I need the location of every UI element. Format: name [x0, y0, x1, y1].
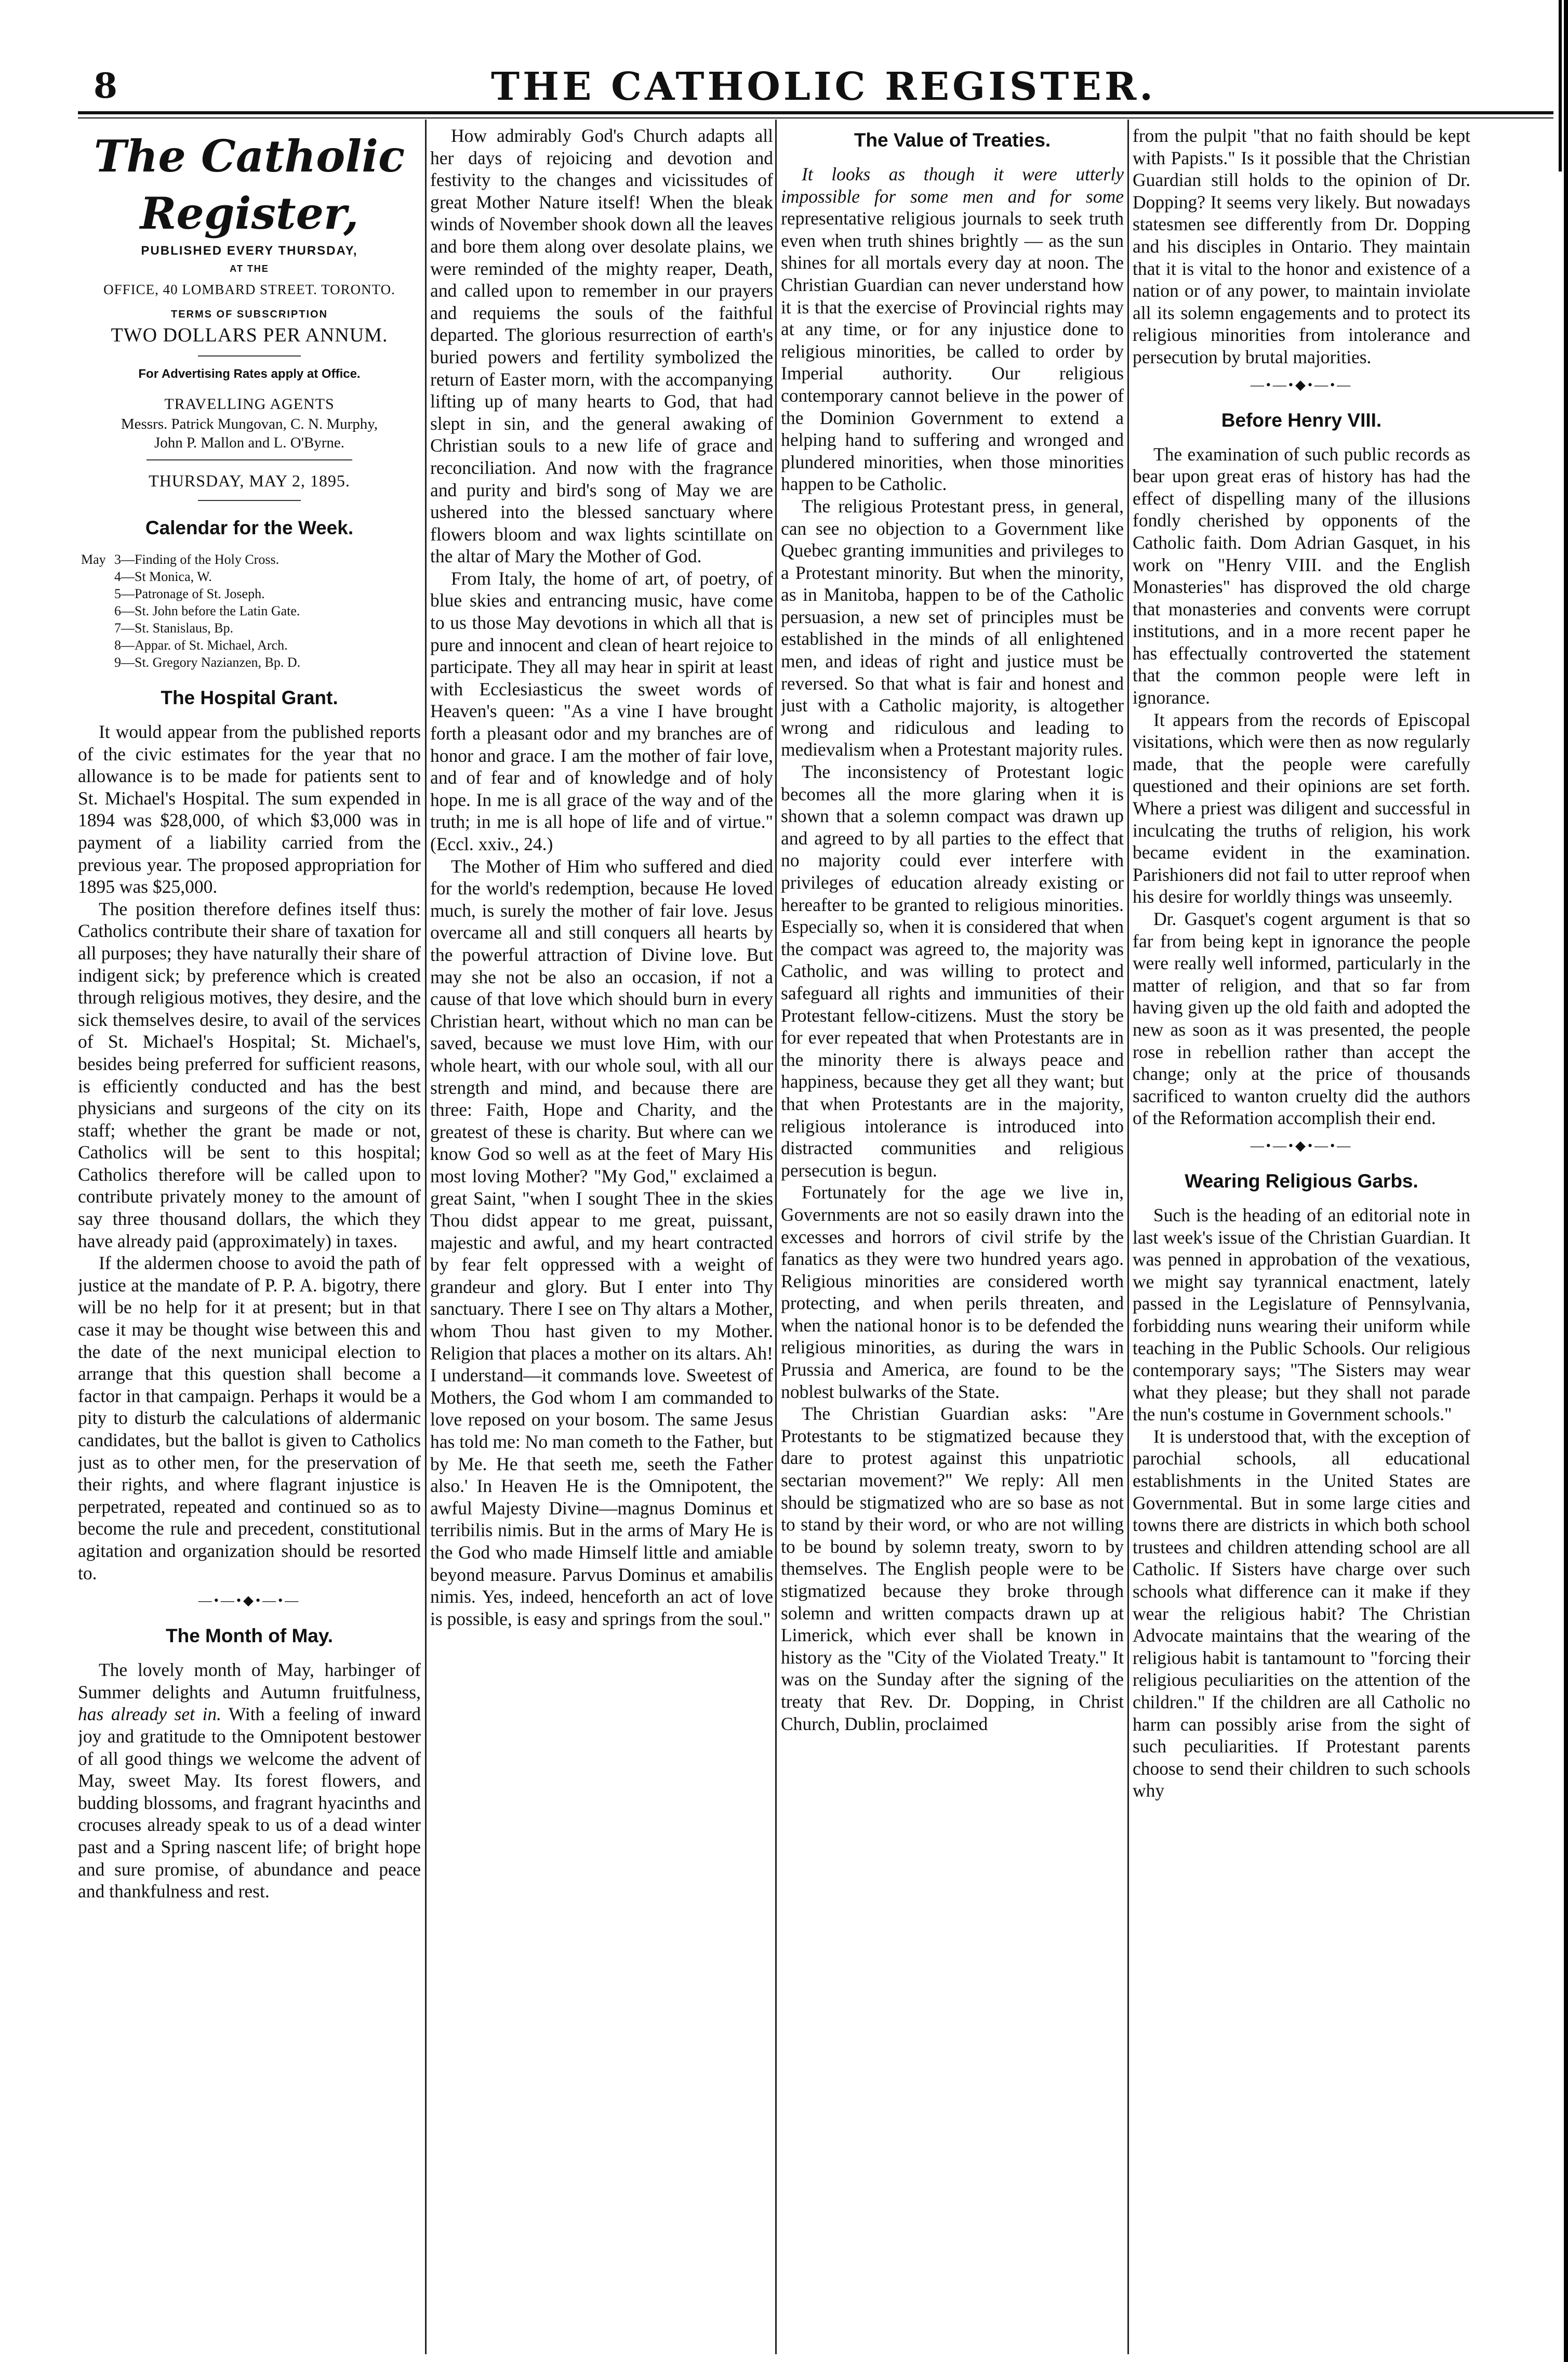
- masthead-rule-3: [198, 500, 301, 501]
- section-ornament: —•—•◆•—•—: [1250, 1138, 1353, 1153]
- column-1: [78, 125, 421, 2354]
- calendar-row: [81, 637, 421, 654]
- masthead-name: The Catholic Register,: [94, 130, 405, 239]
- page-header: [78, 61, 1568, 111]
- calendar-row: [81, 551, 421, 568]
- section-ornament: —•—•◆•—•—: [1250, 377, 1353, 392]
- calendar-item: 5—Patronage of St. Joseph.: [114, 586, 265, 601]
- masthead-rule-2: [147, 459, 352, 460]
- header-rule-thin: [78, 117, 1553, 118]
- column-rule-1: [425, 120, 427, 2354]
- garbs-paragraph-2: It is understood that, with the exception of parochial schools, all educational establishments in the United States are Governmental. But in some large cities and towns there are districts in which both school trustees and children attending school are all Catholic. If Sisters have charge over such schools what difference can it make if they wear the religious habit? The Christian Advocate maintains that the wearing of the religious habit is tantamount to "forcing their religious peculiarities on the attention of the children." If the children are all Catholic no harm can possibly arise from the sight of such peculiarities. If Protestant parents choose to send their children to such schools why: [1133, 1426, 1470, 1801]
- calendar-item: 6—St. John before the Latin Gate.: [114, 603, 300, 618]
- masthead-agents-line-2: John P. Mallon and L. O'Byrne.: [154, 434, 345, 451]
- henry-paragraph-2: It appears from the records of Episcopal visitations, which were then as now regularly made, that the people were carefully questioned and their opinions are set forth. Where a priest was diligent and successful in inculcating the truths of religion, his work became evident in the examination. Parishioners did not fail to utter reproof when his desire for worldly things was unseemly.: [1133, 709, 1470, 907]
- hospital-paragraph-3: If the aldermen choose to avoid the path of justice at the mandate of P. P. A. bigotry, there will be no help for it at present; but in that case it may be thought wise between this and the date of the next municipal election to arrange that this question shall become a factor in that campaign. Perhaps it would be a pity to disturb the calculations of aldermanic candidates, but the ballot is given to Catholics just as to other men, for the preservation of their rights, and where flagrant injustice is perpetrated, repeated and continued so as to become the rule and precedent, constitutional agitation and organization should be resorted to.: [78, 1252, 421, 1584]
- may-paragraph-4: The Mother of Him who suffered and died for the world's redemption, because He loved much, is surely the mother of fair love. Jesus overcame all and still conquers all hearts by the powerful attraction of Divine love. But may she not be also an occasion, if not a cause of that love which should burn in every Christian heart, without which no man can be saved, because we must love Him, with our whole heart, with our whole soul, with all our strength and mind, and because there are three: Faith, Hope and Charity, and the greatest of these is charity. But where can we know God so well as at the feet of Mary His most loving Mother? "My God," exclaimed a great Saint, "when I sought Thee in the skies Thou didst appear to me great, puissant, majestic and awful, and my heart contracted by fear felt oppressed with a weight of grandeur and glory. But I enter into Thy sanctuary. There I see on Thy altars a Mother, whom Thou hast given to my Mother. Religion that places a mother on its altars. Ah! I understand—it commands love. Sweetest of Mothers, the God whom I am commanded to love reposed on your bosom. The same Jesus has told me: No man cometh to the Father, but by Me. He that seeth me, seeth the Father also.' In Heaven He is the Omnipotent, the awful Majesty Divine—magnus Dominus et terribilis nimis. But in the arms of Mary He is the God who made Himself little and amiable beyond measure. Parvus Dominus et amabilis nimis. Yes, indeed, henceforth an act of love is possible, is easy and springs from the soul.": [430, 855, 773, 1629]
- may-paragraph-1: The lovely month of May, harbinger of Summer delights and Autumn fruitfulness, has already set in. With a feeling of inward joy and gratitude to the Omnipotent bestower of all good things we welcome the advent of May, sweet May. Its forest flowers, and budding blossoms, and fragrant hyacinths and crocuses already speak to us of a dead winter past and a Spring nascent life; of bright hope and sure promise, of abundance and peace and thankfulness and rest.: [78, 1659, 421, 1902]
- masthead-advertising: For Advertising Rates apply at Office.: [138, 367, 361, 381]
- column-2: [430, 125, 773, 2354]
- calendar-heading: Calendar for the Week.: [145, 517, 354, 538]
- masthead-agents-label: TRAVELLING AGENTS: [164, 395, 335, 413]
- calendar-month: May: [81, 552, 106, 567]
- masthead-price: TWO DOLLARS PER ANNUM.: [111, 324, 388, 346]
- garbs-paragraph-1: Such is the heading of an editorial note in last week's issue of the Christian Guardian. It was penned in approbation of the vexatious, we might say tyrannical enactment, lately passed in the Legislature of Pennsylvania, forbidding nuns wearing their uniform while teaching in the Public Schools. Our religious contemporary says; "The Sisters may wear what they please; but they shall not parade the nun's costume in Government schools.": [1133, 1204, 1470, 1425]
- page-number: 8: [94, 65, 117, 106]
- masthead-office: OFFICE, 40 LOMBARD STREET. TORONTO.: [103, 282, 395, 297]
- hospital-paragraph-2: The position therefore defines itself thus: Catholics contribute their share of taxation for all purposes; they have naturally their share of indigent sick; by preference which is created through religious motives, they desire, and the sick themselves desire, to avail of the services of St. Michael's Hospital; St. Michael's, besides being preferred for sufficient reasons, is efficiently conducted and has the best physicians and surgeons of the city on its staff; whether the grant be made or not, Catholics will be sent to this hospital; Catholics therefore will be called upon to contribute privately money to the amount of say three thousand dollars, the which they have already paid (approximately) in taxes.: [78, 898, 421, 1251]
- header-rule: [78, 111, 1553, 114]
- calendar-row: [81, 619, 421, 637]
- calendar-row: [81, 568, 421, 585]
- treaties-paragraph-4: Fortunately for the age we live in, Governments are not so easily drawn into the excesses and horrors of civil strife by the fanatics as they were two hundred years ago. Religious minorities are considered worth protecting, and when perils threaten, and when the national honor is to be defended the religious minorities, as during the wars in Prussia and America, are found to be the noblest bulwarks of the State.: [781, 1182, 1124, 1402]
- henry-viii-heading: Before Henry VIII.: [1221, 409, 1382, 431]
- treaties-paragraph-2: The religious Protestant press, in general, can see no objection to a Government like Quebec granting immunities and privileges to a Protestant minority. But when the minority, as in Manitoba, happen to be of the Catholic persuasion, a new set of principles must be established in the minds of all enlightened men, and ideas of right and justice must be reversed. So that what is fair and honest and just with a Catholic majority, is altogether wrong and ridiculous and leading to medievalism when a Protestant majority rules.: [781, 495, 1124, 760]
- column-4: [1133, 125, 1470, 2354]
- treaties-paragraph-1: It looks as though it were utterly impossible for some men and for some representative religious journals to seek truth even when truth shines brightly — as the sun shines for all mortals every day at noon. The Christian Guardian can never understand how it is that the exercise of Provincial rights may at any time, or for any injustice done to religious minorities, be called to order by Imperial authority. Our religious contemporary cannot believe in the power of the Dominion Government to extend a helping hand to suffering and wronged and plundered minorities, when those minorities happen to be Catholic.: [781, 164, 1124, 495]
- masthead-terms-label: TERMS OF SUBSCRIPTION: [170, 309, 328, 320]
- newspaper-title: THE CATHOLIC REGISTER.: [490, 64, 1157, 109]
- treaties-heading: The Value of Treaties.: [854, 129, 1051, 151]
- calendar-item: 4—St Monica, W.: [114, 569, 212, 584]
- calendar-row: [81, 654, 421, 671]
- calendar-item: 8—Appar. of St. Michael, Arch.: [114, 638, 288, 653]
- column-3: [781, 125, 1124, 2354]
- section-ornament: —•—•◆•—•—: [198, 1593, 301, 1608]
- calendar-item: 7—St. Stanislaus, Bp.: [114, 621, 233, 636]
- treaties-paragraph-3: The inconsistency of Protestant logic becomes all the more glaring when it is shown that a solemn compact was drawn up and agreed to by all parties to the effect that no majority could ever interfere with privileges of education already existing or hereafter to be granted to religious minorities. Especially so, when it is considered that when the compact was agreed to, the majority was Catholic, and was willing to protect and safeguard all rights and immunities of their Protestant fellow-citizens. Must the story be for ever repeated that when Protestants are in the minority there is always peace and happiness, because they get all they want; but that when Protestants are in the majority, religious intolerance is introduced into distracted communities and religious persecution is begun.: [781, 761, 1124, 1181]
- page-edge-bar: [1564, 0, 1568, 2362]
- calendar-row: [81, 585, 421, 602]
- may-paragraph-3: From Italy, the home of art, of poetry, of blue skies and entrancing music, have come to us those May devotions in which all that is pure and innocent and clean of heart rejoice to participate. They all may hear in spirit at least with Ecclesiasticus the sweet words of Heaven's queen: "As a vine I have brought forth a pleasant odor and my branches are of honor and grace. I am the mother of fair love, and of fear and of knowledge and of holy hope. In me is all grace of the way and of the truth; in me is all hope of life and of virtue." (Eccl. xxiv., 24.): [430, 568, 773, 854]
- religious-garbs-heading: Wearing Religious Garbs.: [1185, 1170, 1418, 1192]
- masthead-published: PUBLISHED EVERY THURSDAY,: [141, 244, 358, 258]
- treaties-paragraph-6: from the pulpit "that no faith should be kept with Papists." Is it possible that the Christian Guardian still holds to the opinion of Dr. Dopping? It seems very likely. But nowadays statesmen see differently from Dr. Dopping and his disciples in Ontario. They maintain that it is vital to the honor and existence of a nation or of any power, to maintain inviolate all its solemn engagements and to protect its religious minorities from intolerance and persecution by brutal majorities.: [1133, 125, 1470, 367]
- masthead-agents-line-1: Messrs. Patrick Mungovan, C. N. Murphy,: [121, 416, 378, 432]
- masthead-at-the: AT THE: [230, 263, 269, 274]
- calendar-list: [81, 551, 421, 671]
- treaties-paragraph-5: The Christian Guardian asks: "Are Protestants to be stigmatized because they dare to protest against this unpatriotic sectarian movement?" We reply: All men should be stigmatized who are so base as not to stand by their word, or who are not willing to be bound by solemn treaty, sworn to by themselves. The English people were to be stigmatized because they broke through solemn and written compacts drawn up at Limerick, which ever shall be known in history as the "City of the Violated Treaty." It was on the Sunday after the signing of the treaty that Rev. Dr. Dopping, in Christ Church, Dublin, proclaimed: [781, 1403, 1124, 1734]
- column-rule-3: [1127, 120, 1129, 2354]
- calendar-item: 3—Finding of the Holy Cross.: [114, 552, 280, 567]
- henry-paragraph-3: Dr. Gasquet's cogent argument is that so far from being kept in ignorance the people were really well informed, particularly in the matter of religion, and that so far from having given up the old faith and adopted the new as soon as it was presented, the people rose in rebellion rather than accept the change; only at the price of thousands sacrificed to wanton cruelty did the authors of the Reformation accomplish their end.: [1133, 908, 1470, 1129]
- hospital-paragraph-1: It would appear from the published reports of the civic estimates for the year that no allowance is to be made for patients sent to St. Michael's Hospital. The sum expended in 1894 was $28,000, of which $3,000 was in payment of a liability carried from the previous year. The proposed appropriation for 1895 was $25,000.: [78, 721, 421, 898]
- may-paragraph-2: How admirably God's Church adapts all her days of rejoicing and devotion and festivity to the changes and vicissitudes of great Mother Nature itself! When the bleak winds of November shook down all the leaves and bore them along over desolate plains, we were reminded of the mighty reaper, Death, and called upon to remember in our prayers and requiems the souls of the faithful departed. The glorious resurrection of earth's buried powers and fertility symbolized the return of Easter morn, with the accompanying lifting up of many hearts to God, that had slept in sin, and the general awaking of Christian souls to a new life of grace and reconciliation. And now with the fragrance and purity and bird's song of May we are ushered into the blessed sanctuary where flowers bloom and wax lights scintillate on the altar of Mary the Mother of God.: [430, 125, 773, 567]
- issue-date: THURSDAY, MAY 2, 1895.: [149, 471, 350, 490]
- calendar-row: [81, 602, 421, 619]
- masthead-rule: [198, 355, 301, 357]
- calendar-item: 9—St. Gregory Nazianzen, Bp. D.: [114, 655, 301, 670]
- column-rule-2: [775, 120, 777, 2354]
- hospital-grant-heading: The Hospital Grant.: [161, 687, 338, 708]
- henry-paragraph-1: The examination of such public records as bear upon great eras of history has had the effect of dispelling many of the illusions fondly cherished by opponents of the Catholic faith. Dom Adrian Gasquet, in his work on "Henry VIII. and the English Monasteries" has disproved the old charge that monasteries and convents were corrupt institutions, and in a more recent paper he has effectually controverted the statement that the common people were left in ignorance.: [1133, 443, 1470, 708]
- month-of-may-heading: The Month of May.: [166, 1625, 333, 1647]
